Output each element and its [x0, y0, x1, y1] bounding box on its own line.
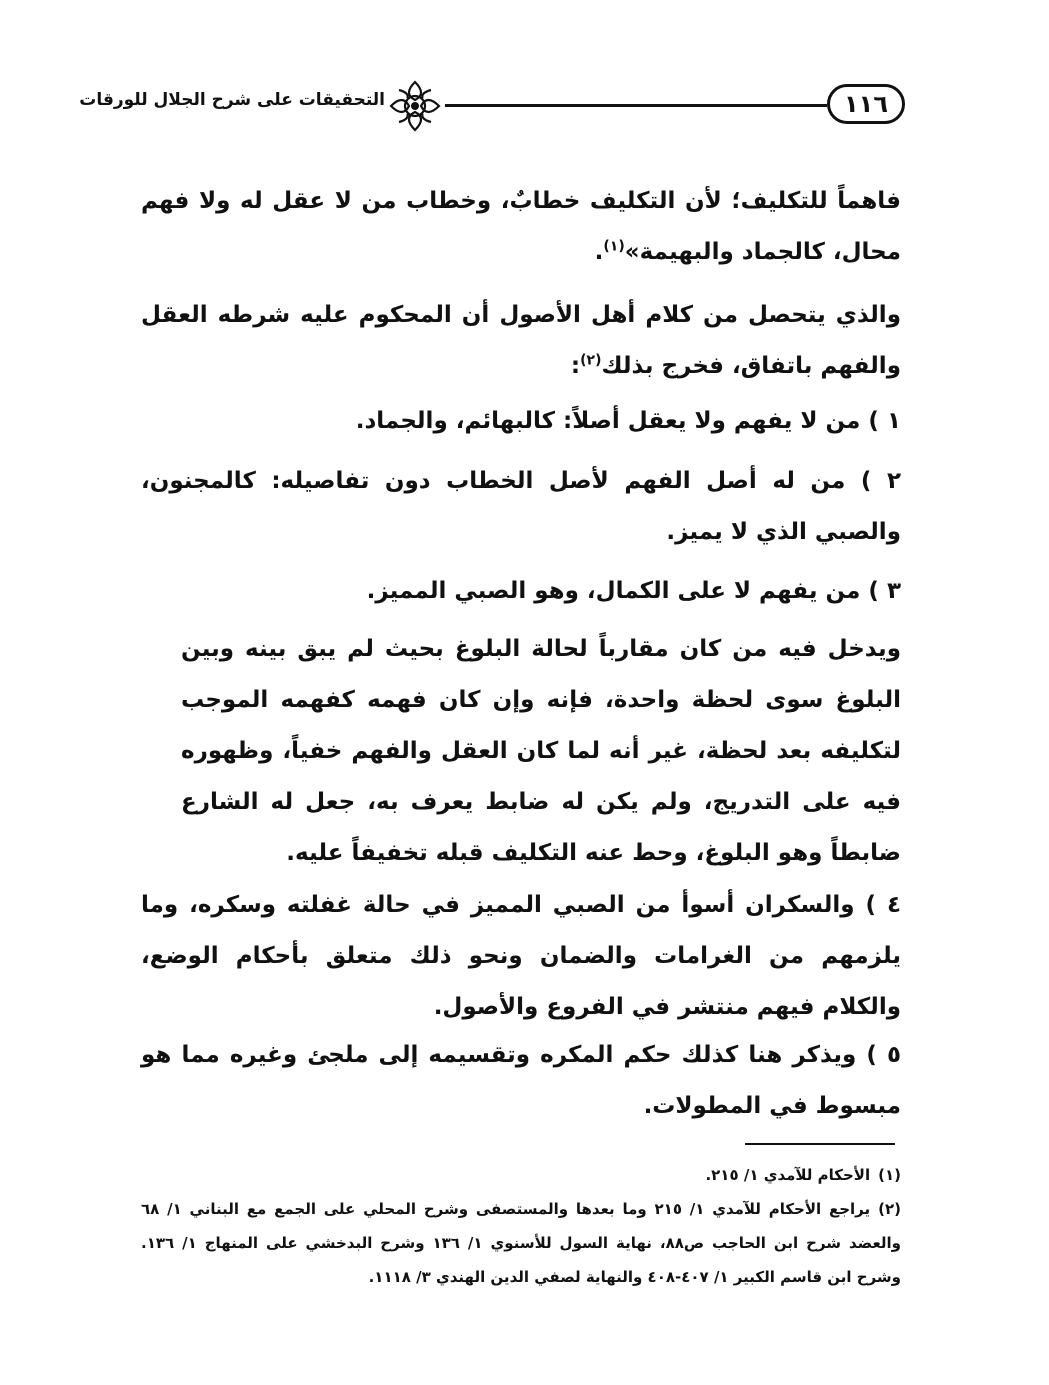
ornament-icon — [387, 78, 443, 134]
header-rule — [445, 104, 827, 107]
list-item — [141, 880, 901, 1033]
footnote-text: يراجع الأحكام للآمدي ١/ ٢١٥ وما بعدها والمستصفى وشرح المحلي على الجمع مع البناني ١/ ٦٨ والعضد شرح ابن الحاجب ص٨٨، نهاية السول للأسنوي ١/ ١٣٦ وشرح البدخشي على المنهاج ١/ ١٣٦. وشرح ابن قاسم الكبير ١/ ٤٠٧-٤٠٨ والنهاية لصفي الدين الهندي ٣/ ١١١٨. — [141, 1200, 902, 1286]
list-item — [141, 566, 901, 617]
footnote — [141, 1158, 901, 1192]
footnote-label: (٢) — [878, 1200, 901, 1218]
paragraph-punct: . — [594, 239, 604, 265]
paragraph-continuation — [141, 176, 901, 278]
footnote-ref: (٢) — [580, 352, 602, 369]
footnote-ref: (١) — [603, 238, 625, 255]
footnotes — [141, 1158, 901, 1294]
list-item — [141, 1030, 901, 1132]
paragraph-text: والذي يتحصل من كلام أهل الأصول أن المحكوم عليه شرطه العقل والفهم باتفاق، فخرج بذلك — [141, 302, 901, 379]
footnote-separator — [745, 1143, 895, 1145]
footnote — [141, 1192, 901, 1294]
paragraph-main — [141, 290, 901, 392]
list-item-text: ٣ ) من يفهم لا على الكمال، وهو الصبي المميز. — [366, 578, 901, 604]
list-item-detail-text: ويدخل فيه من كان مقارباً لحالة البلوغ بحيث لم يبق بينه وبين البلوغ سوى لحظة واحدة، فإنه وإن كان فهمه كفهمه الموجب لتكليفه بعد لحظة، غير أنه لما كان العقل والفهم خفياً، وظهوره فيه على التدريج، ولم يكن له ضابط يعرف به، جعل له الشارع ضابطاً وهو البلوغ، وحط عنه التكليف قبله تخفيفاً عليه. — [181, 636, 901, 866]
list-item-text: ٤ ) والسكران أسوأ من الصبي المميز في حالة غفلته وسكره، وما يلزمهم من الغرامات والضمان ونحو ذلك متعلق بأحكام الوضع، والكلام فيهم منتشر في الفروع والأصول. — [141, 892, 901, 1020]
footnote-text: الأحكام للآمدي ١/ ٢١٥. — [705, 1166, 871, 1184]
list-item-text: ٢ ) من له أصل الفهم لأصل الخطاب دون تفاصيله: كالمجنون، والصبي الذي لا يميز. — [141, 468, 901, 545]
page-number: ١١٦ — [827, 84, 905, 124]
list-item — [141, 396, 901, 447]
paragraph-punct: : — [570, 353, 581, 379]
book-title: التحقيقات على شرح الجلال للورقات — [79, 90, 385, 110]
list-item-text: ٥ ) ويذكر هنا كذلك حكم المكره وتقسيمه إلى ملجئ وغيره مما هو مبسوط في المطولات. — [141, 1042, 901, 1119]
page-header — [79, 78, 905, 134]
paragraph-text: فاهماً للتكليف؛ لأن التكليف خطابٌ، وخطاب من لا عقل له ولا فهم محال، كالجماد والبهيمة» — [141, 188, 901, 265]
list-item — [141, 456, 901, 558]
list-item-text: ١ ) من لا يفهم ولا يعقل أصلاً: كالبهائم، والجماد. — [355, 408, 901, 434]
list-item-detail — [141, 624, 901, 879]
footnote-label: (١) — [878, 1166, 901, 1184]
